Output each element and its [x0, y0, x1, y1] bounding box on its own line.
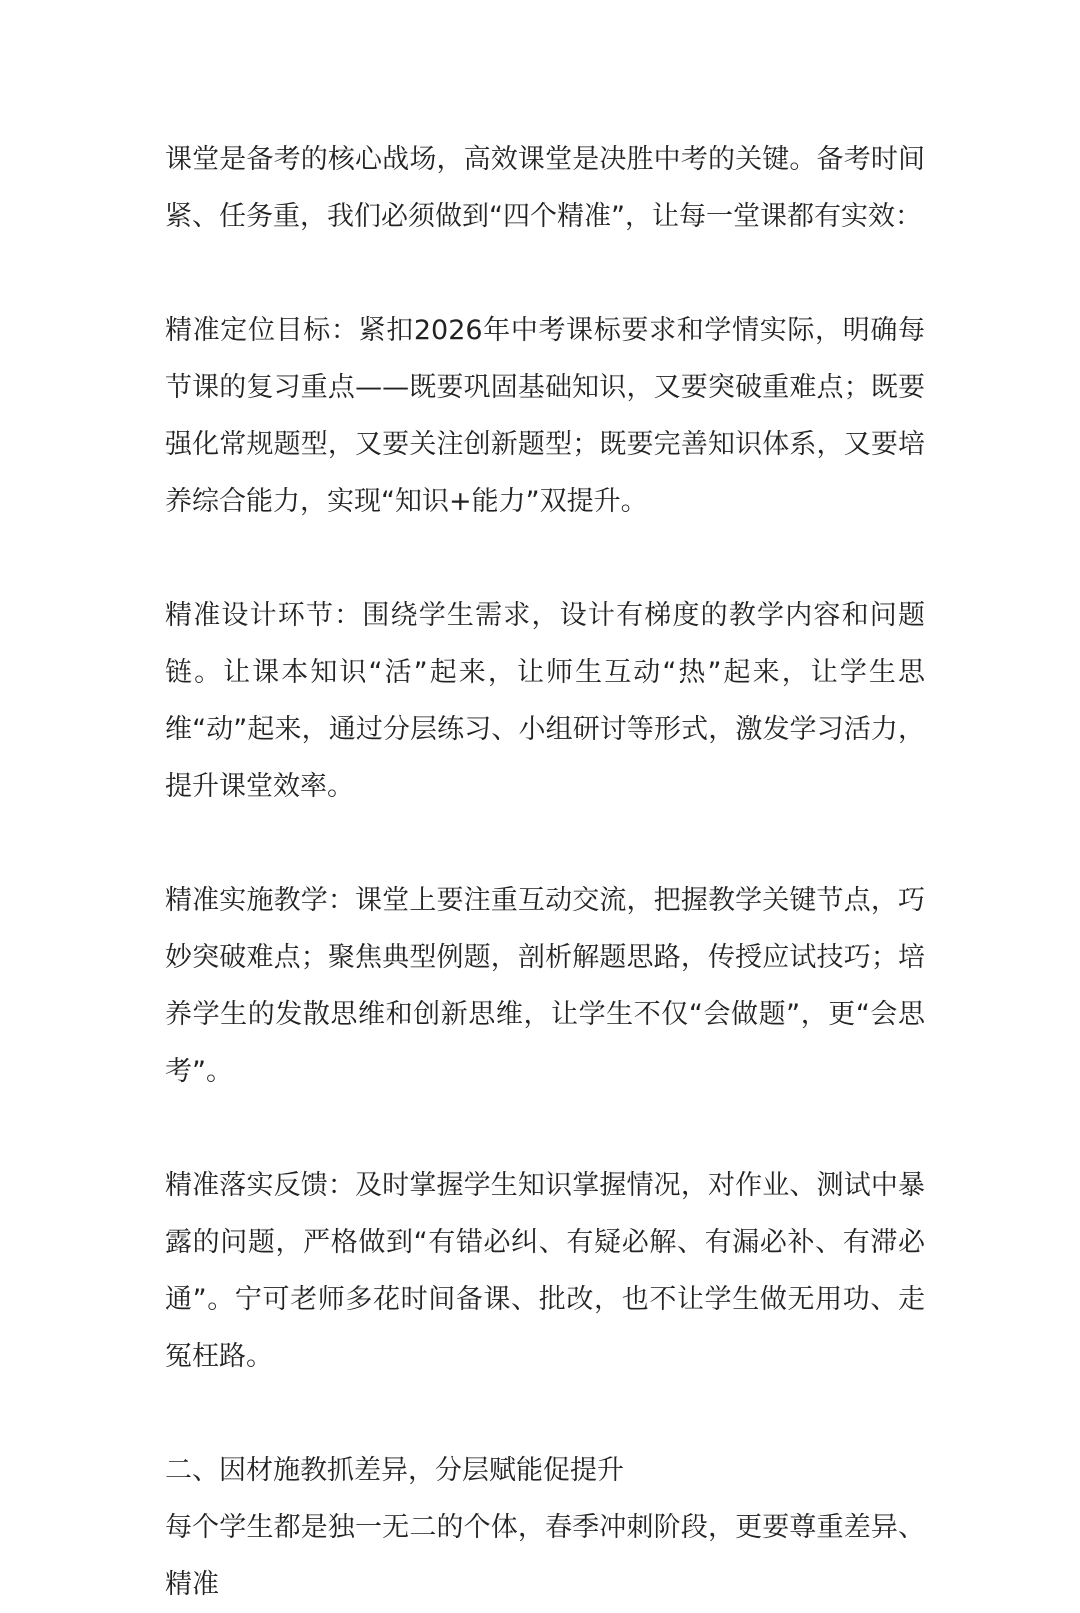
intro-paragraph: 课堂是备考的核心战场，高效课堂是决胜中考的关键。备考时间紧、任务重，我们必须做到“四个精准”，让每一堂课都有实效： [165, 144, 925, 232]
section-paragraph: 每个学生都是独一无二的个体，春季冲刺阶段，更要尊重差异、精准 [165, 1512, 925, 1600]
section-heading: 二、因材施教抓差异，分层赋能促提升 [165, 1455, 624, 1486]
document-body [165, 131, 925, 1613]
paragraph-feedback: 精准落实反馈：及时掌握学生知识掌握情况，对作业、测试中暴露的问题，严格做到“有错必纠、有疑必解、有漏必补、有滞必通”。宁可老师多花时间备课、批改，也不让学生做无用功、走冤枉路。 [165, 1170, 925, 1372]
paragraph-design-steps: 精准设计环节：围绕学生需求，设计有梯度的教学内容和问题链。让课本知识“活”起来，让师生互动“热”起来，让学生思维“动”起来，通过分层练习、小组研讨等形式，激发学习活力，提升课堂效率。 [165, 600, 925, 802]
paragraph-teaching-implementation: 精准实施教学：课堂上要注重互动交流，把握教学关键节点，巧妙突破难点；聚焦典型例题，剖析解题思路，传授应试技巧；培养学生的发散思维和创新思维，让学生不仅“会做题”，更“会思考”。 [165, 885, 925, 1087]
paragraph-target-positioning: 精准定位目标：紧扣2026年中考课标要求和学情实际，明确每节课的复习重点——既要巩固基础知识，又要突破重难点；既要强化常规题型，又要关注创新题型；既要完善知识体系，又要培养综合能力，实现“知识+能力”双提升。 [165, 315, 925, 517]
